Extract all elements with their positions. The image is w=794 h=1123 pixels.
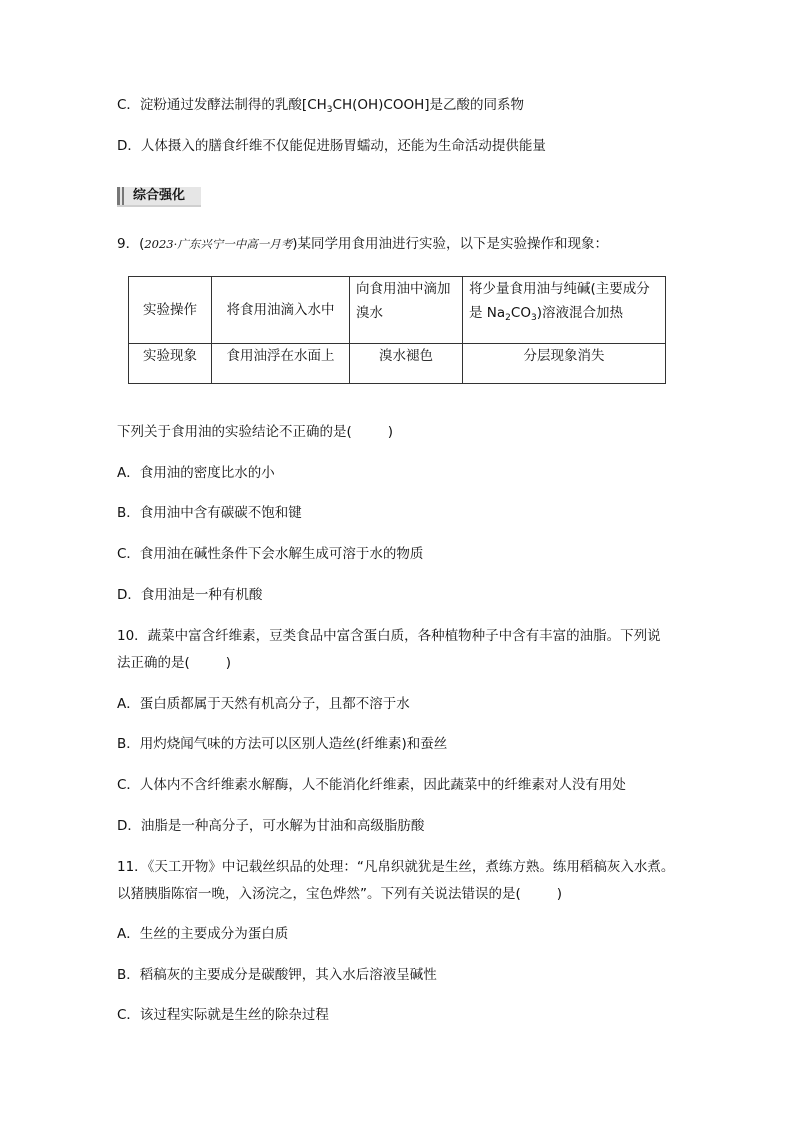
section-bar-icon: [122, 187, 124, 205]
q9-source: 2023·广东兴宁一中高一月考: [144, 237, 293, 251]
table-cell: 分层现象消失: [463, 344, 666, 384]
q11-stem-line1: 11．《天工开物》中记载丝织品的处理：“凡帛织就犹是生丝，煮练方熟。练用稻稿灰入水煮。: [117, 859, 675, 875]
q11-option-a: A．生丝的主要成分为蛋白质: [117, 926, 289, 942]
table-row-head-phenomenon: 实验现象: [129, 344, 212, 384]
q9-option-d: D．食用油是一种有机酸: [117, 587, 263, 603]
table-cell: 溴水褪色: [350, 344, 463, 384]
table-cell: 向食用油中滴加 溴水: [350, 277, 463, 344]
table-cell: 将食用油滴入水中: [212, 277, 350, 344]
table-cell: 食用油浮在水面上: [212, 344, 350, 384]
experiment-table: [128, 276, 666, 384]
option-d-dietary-fiber: D．人体摄入的膳食纤维不仅能促进肠胃蠕动，还能为生命活动提供能量: [117, 138, 546, 154]
table-row-head-operation: 实验操作: [129, 277, 212, 344]
q10-option-a: A．蛋白质都属于天然有机高分子，且都不溶于水: [117, 696, 410, 712]
q9-question: 下列关于食用油的实验结论不正确的是( ): [117, 424, 394, 440]
section-bar-icon: [117, 187, 120, 205]
q9-option-b: B．食用油中含有碳碳不饱和键: [117, 505, 302, 521]
q9-option-a: A．食用油的密度比水的小: [117, 465, 275, 481]
q10-option-b: B．用灼烧闻气味的方法可以区别人造丝(纤维素)和蚕丝: [117, 736, 448, 752]
q11-option-c: C．该过程实际就是生丝的除杂过程: [117, 1007, 329, 1023]
q10-stem-line2: 法正确的是( ): [117, 655, 232, 671]
q9-stem: 9．(2023·广东兴宁一中高一月考)某同学用食用油进行实验，以下是实验操作和现象：: [117, 236, 609, 252]
q9-option-c: C．食用油在碱性条件下会水解生成可溶于水的物质: [117, 546, 424, 562]
section-title: 综合强化: [133, 188, 186, 203]
q10-option-d: D．油脂是一种高分子，可水解为甘油和高级脂肪酸: [117, 818, 425, 834]
section-header: [117, 187, 201, 207]
q11-stem-line2: 以猪胰脂陈宿一晚，入汤浣之，宝色烨然”。下列有关说法错误的是( ): [117, 886, 563, 902]
q10-stem-line1: 10．蔬菜中富含纤维素，豆类食品中富含蛋白质，各种植物种子中含有丰富的油脂。下列说: [117, 628, 661, 644]
option-c-lactic-acid: C．淀粉通过发酵法制得的乳酸$[CH_3CH(OH)COOH]$是乙酸的同系物: [117, 97, 525, 115]
q10-option-c: C．人体内不含纤维素水解酶，人不能消化纤维素，因此蔬菜中的纤维素对人没有用处: [117, 777, 626, 793]
table-cell: 将少量食用油与纯碱(主要成分 是 $Na_2CO_3$)溶液混合加热: [463, 277, 666, 344]
q11-option-b: B．稻稿灰的主要成分是碳酸钾，其入水后溶液呈碱性: [117, 967, 437, 983]
